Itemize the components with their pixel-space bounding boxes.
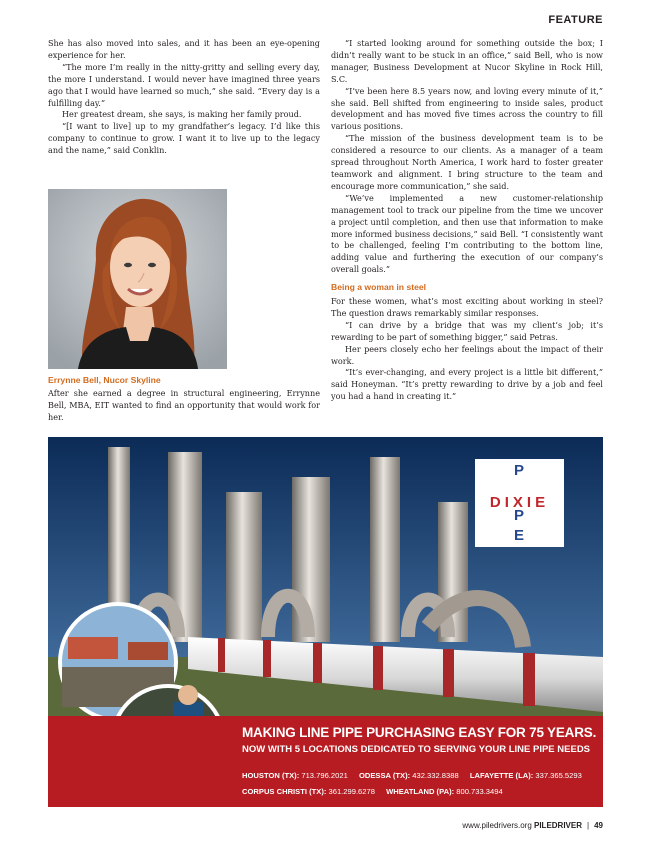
location-phone: 337.365.5293	[535, 771, 582, 780]
left-column	[48, 38, 320, 157]
location-city: CORPUS CHRISTI (TX):	[242, 787, 327, 796]
logo-letter: P	[513, 462, 524, 479]
location-city: LAFAYETTE (LA):	[469, 771, 534, 780]
portrait-illustration	[48, 189, 227, 369]
section-label: FEATURE	[548, 14, 603, 26]
ad-subheadline: NOW WITH 5 LOCATIONS DEDICATED TO SERVING YOUR LINE PIPE NEEDS	[242, 744, 591, 755]
logo-letter: P	[513, 507, 524, 524]
logo-word: DIXIE	[489, 494, 550, 511]
paragraph: “[I want to live] up to my grandfather’s legacy. I’d like this company to continue to grow. I want it to live up to the legacy and the name,” said Conklin.	[48, 121, 320, 156]
ad-banner	[48, 716, 603, 807]
location-city: HOUSTON (TX):	[242, 771, 300, 780]
profile-heading: Errynne Bell, Nucor Skyline	[48, 375, 161, 385]
paragraph: “We’ve implemented a new customer-relationship management tool to track our pipeline from the time we uncover a project until completion, and then use that information to make more informed business decisions,” said Bell. “I consistently want to be challenged, feeling I’m contributing to the bottom line, adding value and furthering the execution of our company’s overall goals.”	[331, 192, 603, 275]
location-phone: 432.332.8388	[412, 771, 459, 780]
paragraph: She has also moved into sales, and it has been an eye-opening experience for her.	[48, 38, 320, 60]
portrait-photo	[48, 189, 227, 369]
dixie-pipe-logo	[475, 459, 564, 547]
locations-row	[242, 771, 582, 780]
paragraph: “I’ve been here 8.5 years now, and loving every minute of it,” she said. Bell shifted from engineering to inside sales, product development and has moved five times across the country to fill various positions.	[331, 85, 603, 132]
location-city: WHEATLAND (PA):	[386, 787, 455, 796]
paragraph: For these women, what’s most exciting about working in steel? The question draws remarkably similar responses.	[331, 296, 603, 318]
locations-row	[242, 787, 503, 796]
section-subhead: Being a woman in steel	[331, 282, 427, 293]
paragraph: “I started looking around for something outside the box; I didn’t really want to be stuck in an office,” said Bell, who is now manager, Business Development at Nucor Skyline in Rock Hill, S.C.	[331, 38, 603, 84]
location-phone: 800.733.3494	[456, 787, 503, 796]
dixie-pipe-advertisement[interactable]	[48, 437, 603, 807]
logo-letter: E	[513, 527, 524, 544]
right-column	[331, 38, 603, 403]
paragraph: “I can drive by a bridge that was my client’s job; it’s rewarding to be part of something bigger,” said Petras.	[331, 319, 603, 342]
paragraph: After she earned a degree in structural engineering, Errynne Bell, MBA, EIT wanted to find an opportunity that would work for her.	[48, 387, 320, 422]
ad-headline: MAKING LINE PIPE PURCHASING EASY FOR 75 YEARS.	[242, 725, 597, 740]
page-number: 49	[594, 821, 603, 830]
footer-magazine: PILEDRIVER	[534, 821, 583, 830]
paragraph: “The more I’m really in the nitty-gritty and selling every day, the more I understand. I would never have imagined three years ago that I would have learned so much,” she said. “Every day is a fulfilling day.”	[48, 61, 320, 108]
location-city: ODESSA (TX):	[358, 771, 411, 780]
footer-url[interactable]: www.piledrivers.org	[462, 821, 532, 830]
paragraph: “The mission of the business development team is to be considered a resource to our clients. As a manager of a team spread throughout North America, I work hard to foster greater teamwork and alignment. I bring structure to the team and encourage more communication,” she said.	[331, 133, 603, 191]
location-phone: 361.299.6278	[328, 787, 375, 796]
paragraph: Her peers closely echo her feelings about the impact of their work.	[331, 343, 603, 366]
profile-block	[48, 375, 320, 424]
paragraph: Her greatest dream, she says, is making her family proud.	[62, 109, 302, 120]
page-footer: www.piledrivers.org PILEDRIVER | 49	[462, 821, 603, 830]
location-phone: 713.796.2021	[301, 771, 348, 780]
paragraph: “It’s ever-changing, and every project is a little bit different,” said Honeyman. “It’s pretty rewarding to drive by a job and feel you had a hand in creating it.”	[331, 367, 603, 402]
